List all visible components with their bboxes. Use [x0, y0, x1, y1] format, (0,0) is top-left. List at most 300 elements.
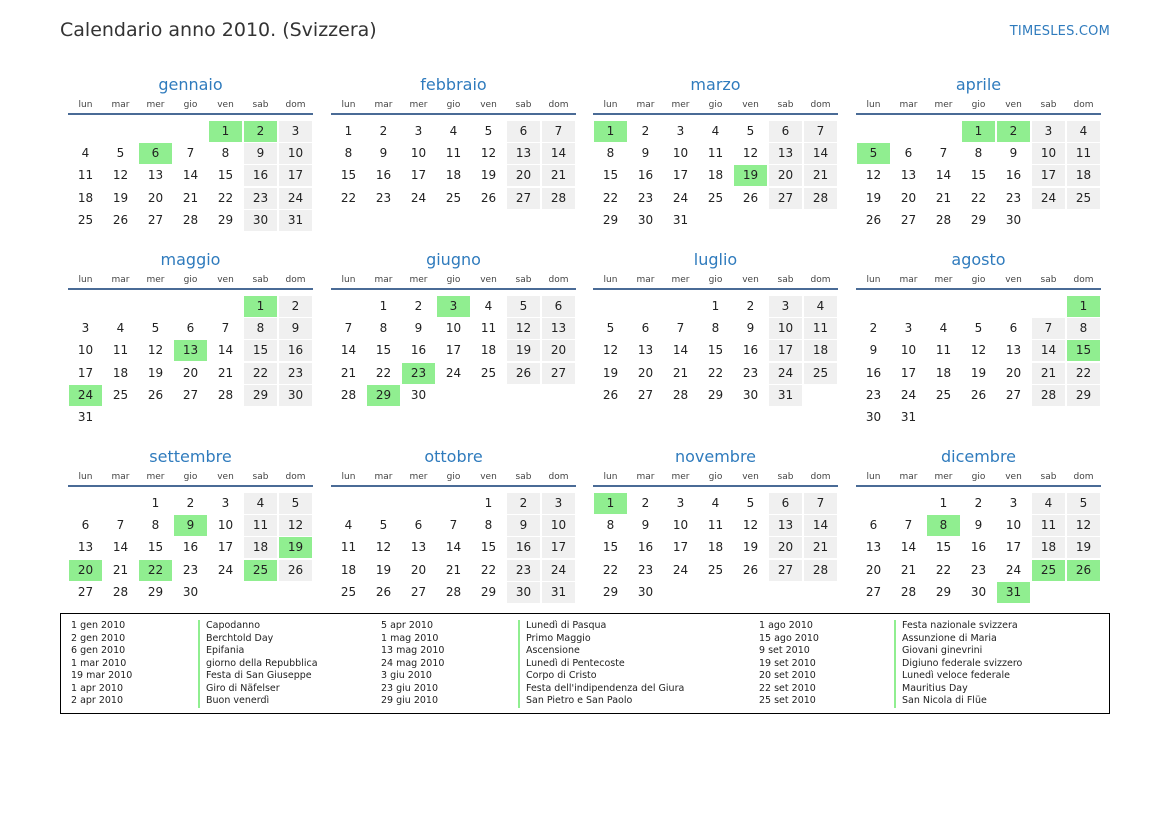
weekday-header: dom — [285, 472, 306, 482]
day-cell: 26 — [375, 584, 392, 599]
day-cell: 6 — [769, 121, 802, 142]
weekday-header: sab — [1040, 472, 1057, 482]
day-cell: 17 — [445, 343, 462, 358]
day-cell: 29 — [935, 584, 952, 599]
weekday-header: lun — [78, 472, 93, 482]
day-cell: 19 — [970, 365, 987, 380]
day-cell: 4 — [484, 299, 493, 313]
day-cell: 31 — [542, 582, 575, 603]
day-cell: 19 — [1067, 537, 1100, 558]
day-cell: 7 — [939, 146, 948, 161]
legend-holiday-name: Berchtold Day — [198, 633, 318, 646]
day-cell: 6 — [542, 296, 575, 317]
weekday-header: dom — [285, 275, 306, 285]
weekday-header: dom — [548, 472, 569, 482]
day-cell: 5 — [606, 321, 615, 336]
day-cell: 7 — [904, 518, 913, 533]
weekday-header: gio — [708, 472, 723, 482]
weekday-header: dom — [285, 100, 306, 110]
weekday-header: ven — [1005, 275, 1022, 285]
day-cell: 27 — [865, 584, 882, 599]
month-divider — [856, 485, 1101, 487]
day-cell: 31 — [279, 210, 312, 231]
day-cell: 8 — [484, 518, 493, 533]
weekday-header: mer — [671, 472, 690, 482]
day-cell: 16 — [637, 540, 654, 555]
month-name: novembre — [674, 447, 757, 466]
day-cell: 27 — [769, 188, 802, 209]
day-cell: 3 — [81, 321, 90, 336]
day-cell: 10 — [1032, 143, 1065, 164]
weekday-header: gio — [183, 472, 198, 482]
day-cell: 6 — [507, 121, 540, 142]
day-cell: 14 — [542, 143, 575, 164]
month-divider — [68, 485, 313, 487]
brand-link[interactable]: TIMESLES.COM — [1009, 24, 1110, 39]
legend-holiday-name: Epifania — [198, 645, 318, 658]
day-cell: 27 — [507, 188, 540, 209]
weekday-header: lun — [78, 275, 93, 285]
day-cell: 9 — [974, 518, 983, 533]
day-cell: 23 — [637, 562, 654, 577]
month-name: aprile — [955, 75, 1002, 94]
day-cell: 20 — [182, 365, 199, 380]
day-cell: 26 — [970, 387, 987, 402]
day-cell: 26 — [865, 212, 882, 227]
day-cell: 23 — [865, 387, 882, 402]
day-cell: 14 — [182, 168, 199, 183]
day-cell: 29 — [480, 584, 497, 599]
weekday-header: ven — [217, 100, 234, 110]
day-cell: 7 — [676, 321, 685, 336]
day-cell: 12 — [112, 168, 129, 183]
day-cell: 18 — [480, 343, 497, 358]
legend-date: 19 set 2010 — [759, 657, 816, 669]
day-cell: 9 — [641, 518, 650, 533]
day-cell: 27 — [637, 387, 654, 402]
day-cell: 21 — [672, 365, 689, 380]
day-cell: 6 — [641, 321, 650, 336]
day-cell: 19 — [602, 365, 619, 380]
holiday-legend — [60, 613, 1110, 714]
month-name: febbraio — [420, 75, 487, 94]
day-cell: 24 — [542, 560, 575, 581]
day-cell: 3 — [221, 496, 230, 510]
weekday-header: gio — [971, 100, 986, 110]
day-cell: 20 — [637, 365, 654, 380]
weekday-header: ven — [480, 275, 497, 285]
day-cell: 10 — [410, 146, 427, 161]
day-cell: 2 — [746, 299, 755, 313]
legend-date: 22 set 2010 — [759, 682, 816, 694]
day-cell: 5 — [279, 493, 312, 514]
day-cell: 22 — [480, 562, 497, 577]
day-cell: 21 — [112, 562, 129, 577]
day-cell: 25 — [804, 363, 837, 384]
day-cell: 12 — [742, 518, 759, 533]
day-cell: 24 — [1005, 562, 1022, 577]
weekday-header: mar — [374, 472, 393, 482]
day-cell: 1 — [594, 121, 627, 142]
day-cell: 25 — [480, 365, 497, 380]
day-cell: 14 — [1032, 340, 1065, 361]
day-cell: 18 — [340, 562, 357, 577]
weekday-header: ven — [1005, 100, 1022, 110]
weekday-header: mar — [111, 275, 130, 285]
day-cell: 23 — [970, 562, 987, 577]
day-cell: 3 — [437, 296, 470, 317]
day-cell: 7 — [449, 518, 458, 533]
day-cell: 18 — [445, 168, 462, 183]
day-cell: 29 — [367, 385, 400, 406]
legend-date: 13 mag 2010 — [381, 645, 445, 656]
legend-holiday-name: Primo Maggio — [518, 633, 684, 646]
day-cell: 5 — [746, 496, 755, 510]
weekday-header: sab — [1040, 275, 1057, 285]
day-cell: 20 — [542, 340, 575, 361]
day-cell: 19 — [734, 165, 767, 186]
day-cell: 3 — [904, 321, 913, 336]
month-divider — [331, 288, 576, 290]
day-cell: 20 — [410, 562, 427, 577]
month-name: luglio — [693, 250, 738, 269]
day-cell: 4 — [344, 518, 353, 533]
legend-holiday-name: Lunedì di Pasqua — [518, 620, 684, 633]
legend-date: 1 ago 2010 — [759, 620, 813, 631]
day-cell: 19 — [112, 190, 129, 205]
day-cell: 29 — [217, 212, 234, 227]
day-cell: 9 — [507, 515, 540, 536]
day-cell: 18 — [244, 537, 277, 558]
day-cell: 25 — [935, 387, 952, 402]
day-cell: 9 — [641, 146, 650, 161]
day-cell: 5 — [507, 296, 540, 317]
day-cell: 24 — [769, 363, 802, 384]
day-cell: 23 — [1005, 190, 1022, 205]
day-cell: 22 — [340, 190, 357, 205]
day-cell: 1 — [484, 496, 493, 510]
day-cell: 21 — [217, 365, 234, 380]
day-cell: 5 — [484, 124, 493, 138]
day-cell: 28 — [935, 212, 952, 227]
day-cell: 30 — [637, 212, 654, 227]
day-cell: 5 — [974, 321, 983, 336]
day-cell: 6 — [414, 518, 423, 533]
legend-holiday-name: Ascensione — [518, 645, 684, 658]
day-cell: 26 — [112, 212, 129, 227]
day-cell: 27 — [182, 387, 199, 402]
day-cell: 11 — [1032, 515, 1065, 536]
day-cell: 13 — [769, 515, 802, 536]
day-cell: 25 — [707, 190, 724, 205]
day-cell: 5 — [379, 518, 388, 533]
weekday-header: lun — [341, 472, 356, 482]
weekday-header: mar — [899, 472, 918, 482]
legend-date: 9 set 2010 — [759, 645, 810, 656]
day-cell: 11 — [707, 146, 724, 161]
weekday-header: mar — [636, 100, 655, 110]
legend-dates — [71, 620, 132, 708]
month-name: dicembre — [940, 447, 1017, 466]
day-cell: 12 — [970, 343, 987, 358]
day-cell: 27 — [147, 212, 164, 227]
weekday-header: mar — [374, 100, 393, 110]
day-cell: 10 — [900, 343, 917, 358]
legend-holiday-name: Assunzione di Maria — [894, 633, 1022, 646]
month-name: ottobre — [424, 447, 483, 466]
day-cell: 22 — [602, 190, 619, 205]
day-cell: 22 — [244, 363, 277, 384]
day-cell: 3 — [279, 121, 312, 142]
day-cell: 21 — [542, 165, 575, 186]
day-cell: 23 — [637, 190, 654, 205]
day-cell: 7 — [1032, 318, 1065, 339]
month-divider — [331, 113, 576, 115]
day-cell: 20 — [769, 165, 802, 186]
weekday-header: lun — [603, 100, 618, 110]
day-cell: 16 — [507, 537, 540, 558]
day-cell: 28 — [804, 560, 837, 581]
day-cell: 21 — [804, 165, 837, 186]
weekday-header: lun — [866, 275, 881, 285]
day-cell: 28 — [182, 212, 199, 227]
weekday-header: ven — [742, 100, 759, 110]
day-cell: 2 — [997, 121, 1030, 142]
day-cell: 8 — [379, 321, 388, 336]
day-cell: 30 — [1005, 212, 1022, 227]
day-cell: 23 — [244, 188, 277, 209]
weekday-header: gio — [446, 100, 461, 110]
legend-holiday-name: giorno della Repubblica — [198, 658, 318, 671]
day-cell: 6 — [869, 518, 878, 533]
weekday-header: ven — [742, 275, 759, 285]
day-cell: 9 — [279, 318, 312, 339]
day-cell: 25 — [112, 387, 129, 402]
day-cell: 24 — [445, 365, 462, 380]
day-cell: 4 — [116, 321, 125, 336]
day-cell: 10 — [672, 146, 689, 161]
legend-date: 25 set 2010 — [759, 695, 816, 706]
month-divider — [856, 113, 1101, 115]
day-cell: 31 — [769, 385, 802, 406]
weekday-header: mar — [111, 472, 130, 482]
month-divider — [331, 485, 576, 487]
day-cell: 30 — [970, 584, 987, 599]
day-cell: 17 — [672, 168, 689, 183]
day-cell: 25 — [340, 584, 357, 599]
day-cell: 17 — [77, 365, 94, 380]
day-cell: 2 — [974, 496, 983, 510]
day-cell: 8 — [711, 321, 720, 336]
day-cell: 10 — [77, 343, 94, 358]
day-cell: 12 — [742, 146, 759, 161]
day-cell: 11 — [1067, 143, 1100, 164]
weekday-header: gio — [183, 100, 198, 110]
day-cell: 21 — [1032, 363, 1065, 384]
day-cell: 21 — [340, 365, 357, 380]
weekday-header: gio — [971, 472, 986, 482]
day-cell: 28 — [672, 387, 689, 402]
day-cell: 3 — [769, 296, 802, 317]
day-cell: 18 — [707, 168, 724, 183]
day-cell: 6 — [81, 518, 90, 533]
day-cell: 21 — [804, 537, 837, 558]
day-cell: 16 — [637, 168, 654, 183]
day-cell: 3 — [414, 124, 423, 138]
day-cell: 12 — [375, 540, 392, 555]
legend-names — [894, 620, 1022, 708]
weekday-header: mer — [146, 472, 165, 482]
day-cell: 15 — [244, 340, 277, 361]
day-cell: 14 — [112, 540, 129, 555]
day-cell: 14 — [935, 168, 952, 183]
day-cell: 8 — [974, 146, 983, 161]
day-cell: 19 — [480, 168, 497, 183]
day-cell: 6 — [769, 493, 802, 514]
weekday-header: dom — [810, 275, 831, 285]
day-cell: 28 — [445, 584, 462, 599]
legend-holiday-name: Corpo di Cristo — [518, 670, 684, 683]
weekday-header: ven — [217, 275, 234, 285]
day-cell: 9 — [869, 343, 878, 358]
day-cell: 15 — [217, 168, 234, 183]
day-cell: 2 — [641, 496, 650, 510]
day-cell: 24 — [1032, 188, 1065, 209]
day-cell: 3 — [1032, 121, 1065, 142]
day-cell: 11 — [707, 518, 724, 533]
day-cell: 30 — [507, 582, 540, 603]
weekday-header: dom — [548, 100, 569, 110]
day-cell: 16 — [279, 340, 312, 361]
day-cell: 22 — [970, 190, 987, 205]
day-cell: 11 — [480, 321, 497, 336]
legend-holiday-name: Buon venerdì — [198, 695, 318, 708]
day-cell: 13 — [900, 168, 917, 183]
day-cell: 15 — [340, 168, 357, 183]
day-cell: 30 — [742, 387, 759, 402]
weekday-header: mar — [899, 100, 918, 110]
day-cell: 29 — [244, 385, 277, 406]
day-cell: 21 — [182, 190, 199, 205]
day-cell: 13 — [769, 143, 802, 164]
day-cell: 22 — [935, 562, 952, 577]
day-cell: 29 — [1067, 385, 1100, 406]
day-cell: 17 — [1032, 165, 1065, 186]
day-cell: 23 — [742, 365, 759, 380]
day-cell: 15 — [970, 168, 987, 183]
legend-holiday-name: Capodanno — [198, 620, 318, 633]
day-cell: 22 — [375, 365, 392, 380]
day-cell: 19 — [865, 190, 882, 205]
day-cell: 8 — [606, 146, 615, 161]
day-cell: 14 — [900, 540, 917, 555]
month-divider — [68, 288, 313, 290]
day-cell: 20 — [769, 537, 802, 558]
weekday-header: gio — [708, 275, 723, 285]
day-cell: 9 — [1009, 146, 1018, 161]
day-cell: 2 — [414, 299, 423, 313]
legend-names — [198, 620, 318, 708]
day-cell: 29 — [147, 584, 164, 599]
weekday-header: mer — [934, 275, 953, 285]
day-cell: 16 — [970, 540, 987, 555]
day-cell: 11 — [445, 146, 462, 161]
day-cell: 11 — [340, 540, 357, 555]
day-cell: 22 — [602, 562, 619, 577]
day-cell: 24 — [900, 387, 917, 402]
weekday-header: gio — [708, 100, 723, 110]
day-cell: 18 — [804, 340, 837, 361]
day-cell: 7 — [221, 321, 230, 336]
day-cell: 7 — [804, 493, 837, 514]
day-cell: 2 — [869, 321, 878, 336]
day-cell: 20 — [507, 165, 540, 186]
day-cell: 4 — [449, 124, 458, 138]
day-cell: 20 — [900, 190, 917, 205]
weekday-header: lun — [341, 100, 356, 110]
day-cell: 5 — [857, 143, 890, 164]
legend-date: 1 apr 2010 — [71, 682, 124, 694]
weekday-header: dom — [548, 275, 569, 285]
legend-date: 23 giu 2010 — [381, 682, 438, 694]
weekday-header: ven — [217, 472, 234, 482]
day-cell: 9 — [379, 146, 388, 161]
day-cell: 27 — [1005, 387, 1022, 402]
legend-dates — [759, 620, 819, 708]
day-cell: 17 — [279, 165, 312, 186]
weekday-header: mer — [146, 100, 165, 110]
day-cell: 8 — [1067, 318, 1100, 339]
day-cell: 4 — [804, 296, 837, 317]
day-cell: 1 — [151, 496, 160, 510]
day-cell: 19 — [507, 340, 540, 361]
day-cell: 7 — [116, 518, 125, 533]
day-cell: 2 — [279, 296, 312, 317]
day-cell: 28 — [340, 387, 357, 402]
day-cell: 28 — [1032, 385, 1065, 406]
day-cell: 10 — [542, 515, 575, 536]
weekday-header: mer — [671, 100, 690, 110]
day-cell: 1 — [939, 496, 948, 510]
day-cell: 11 — [77, 168, 94, 183]
day-cell: 12 — [147, 343, 164, 358]
day-cell: 8 — [344, 146, 353, 161]
weekday-header: dom — [810, 100, 831, 110]
weekday-header: ven — [480, 100, 497, 110]
day-cell: 14 — [445, 540, 462, 555]
weekday-header: mar — [374, 275, 393, 285]
day-cell: 10 — [1005, 518, 1022, 533]
weekday-header: mer — [409, 100, 428, 110]
weekday-header: gio — [971, 275, 986, 285]
day-cell: 15 — [935, 540, 952, 555]
day-cell: 21 — [445, 562, 462, 577]
day-cell: 11 — [804, 318, 837, 339]
day-cell: 19 — [375, 562, 392, 577]
day-cell: 16 — [410, 343, 427, 358]
weekday-header: sab — [515, 275, 532, 285]
day-cell: 14 — [217, 343, 234, 358]
day-cell: 26 — [480, 190, 497, 205]
legend-date: 20 set 2010 — [759, 670, 816, 681]
day-cell: 8 — [244, 318, 277, 339]
day-cell: 27 — [410, 584, 427, 599]
day-cell: 10 — [217, 518, 234, 533]
day-cell: 12 — [602, 343, 619, 358]
month-name: marzo — [690, 75, 741, 94]
day-cell: 6 — [904, 146, 913, 161]
day-cell: 16 — [375, 168, 392, 183]
